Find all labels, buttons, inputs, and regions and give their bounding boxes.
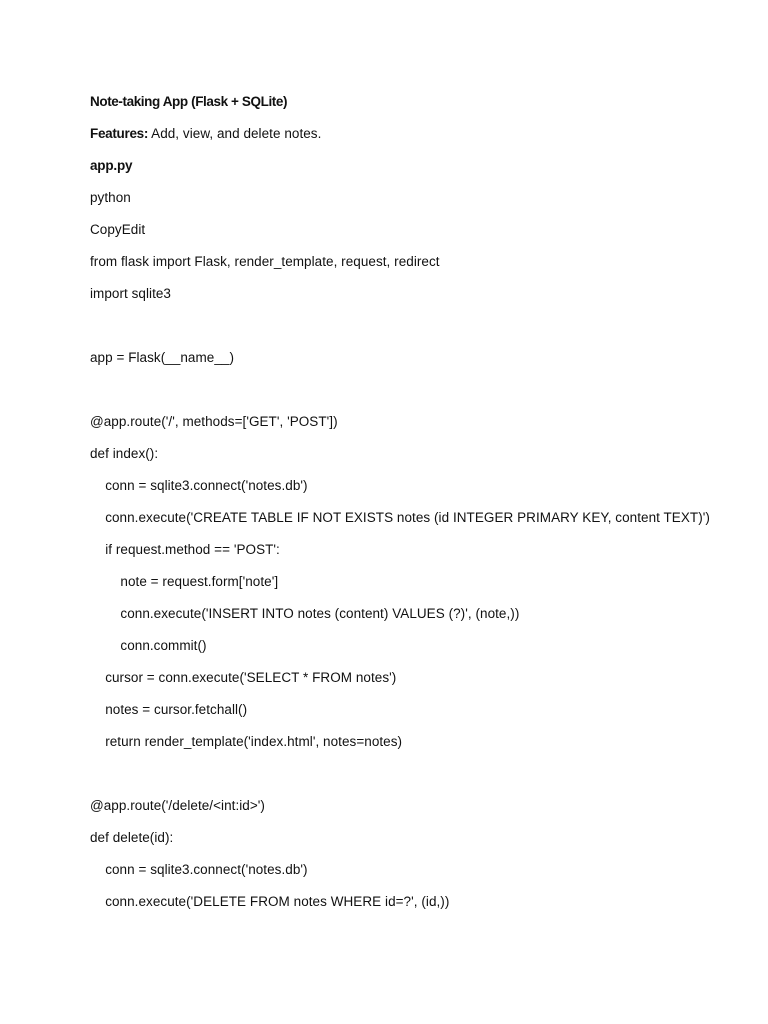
features-text: Add, view, and delete notes. [148,126,322,141]
filename-heading: app.py [90,158,133,173]
code-line: cursor = conn.execute('SELECT * FROM notes') [90,670,397,685]
code-line: app = Flask(__name__) [90,350,235,365]
copy-edit-label[interactable]: CopyEdit [90,222,146,237]
code-line [90,374,730,406]
code-line: conn.execute('CREATE TABLE IF NOT EXISTS notes (id INTEGER PRIMARY KEY, content TEXT)') [90,510,710,525]
code-line: if request.method == 'POST': [90,542,280,557]
code-line: conn.execute('DELETE FROM notes WHERE id=?', (id,)) [90,894,450,909]
code-language-label: python [90,190,131,205]
code-line: @app.route('/delete/<int:id>') [90,798,265,813]
document-title: Note-taking App (Flask + SQLite) [90,94,288,109]
code-line: def index(): [90,446,159,461]
code-line: import sqlite3 [90,286,171,301]
code-line: conn.commit() [90,638,207,653]
code-line: conn.execute('INSERT INTO notes (content) VALUES (?)', (note,)) [90,606,520,621]
code-block [90,246,730,918]
code-line: conn = sqlite3.connect('notes.db') [90,862,308,877]
code-line: @app.route('/', methods=['GET', 'POST']) [90,414,338,429]
code-line [90,758,730,790]
code-line: notes = cursor.fetchall() [90,702,248,717]
code-line [90,310,730,342]
code-line: def delete(id): [90,830,174,845]
code-line: conn = sqlite3.connect('notes.db') [90,478,308,493]
features-label: Features: [90,126,149,141]
features-line [90,118,730,150]
document-body [90,86,730,918]
code-line: return render_template('index.html', notes=notes) [90,734,403,749]
code-line: from flask import Flask, render_template, request, redirect [90,254,440,269]
code-line: note = request.form['note'] [90,574,279,589]
